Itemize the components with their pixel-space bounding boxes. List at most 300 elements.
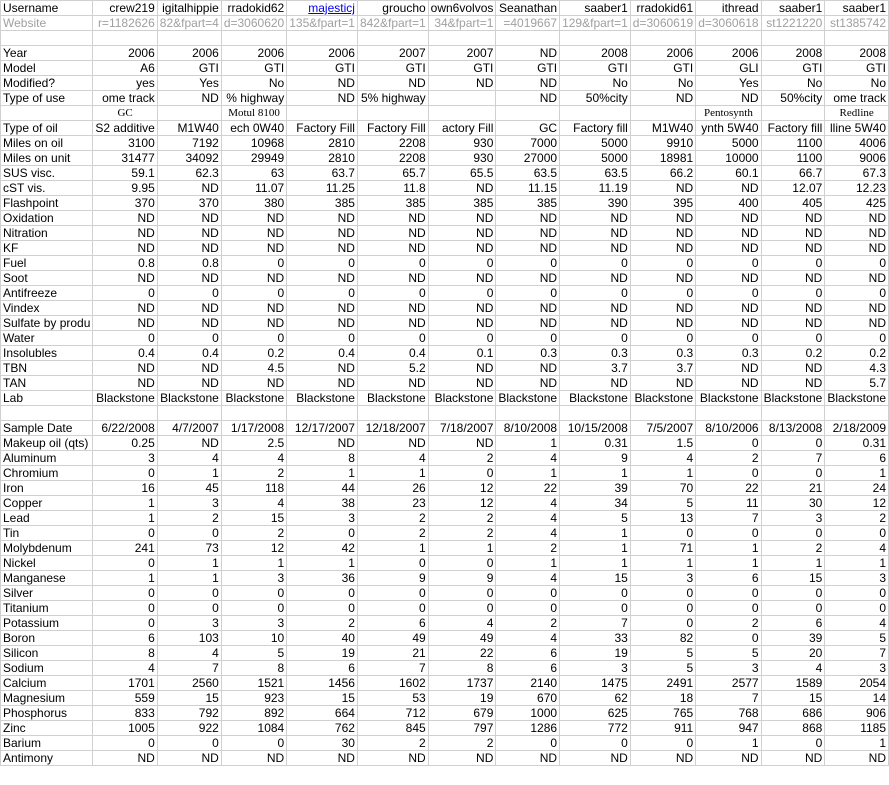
data-cell[interactable]: ND xyxy=(157,751,221,766)
data-cell[interactable]: 930 xyxy=(428,151,496,166)
data-cell[interactable]: GC xyxy=(93,106,157,121)
data-cell[interactable]: 0 xyxy=(93,616,157,631)
data-cell[interactable]: 9006 xyxy=(825,151,889,166)
data-cell[interactable]: 2/18/2009 xyxy=(825,421,889,436)
data-cell[interactable]: 2208 xyxy=(357,151,428,166)
data-cell[interactable]: 7 xyxy=(357,661,428,676)
data-cell[interactable]: ND xyxy=(761,211,825,226)
data-cell[interactable]: ND xyxy=(761,376,825,391)
data-cell[interactable]: ND xyxy=(157,211,221,226)
data-cell[interactable]: ND xyxy=(428,751,496,766)
data-cell[interactable]: 0 xyxy=(696,466,761,481)
data-cell[interactable]: 5% highway xyxy=(357,91,428,106)
data-cell[interactable]: 1 xyxy=(630,556,695,571)
data-cell[interactable]: 4 xyxy=(496,571,560,586)
data-cell[interactable]: 0 xyxy=(357,586,428,601)
data-cell[interactable] xyxy=(93,406,157,421)
data-cell[interactable]: 0 xyxy=(93,526,157,541)
data-cell[interactable] xyxy=(496,106,560,121)
data-cell[interactable]: ND xyxy=(630,376,695,391)
data-cell[interactable]: 1 xyxy=(696,541,761,556)
data-cell[interactable]: 18981 xyxy=(630,151,695,166)
data-cell[interactable]: ND xyxy=(287,751,358,766)
data-cell[interactable]: 4/7/2007 xyxy=(157,421,221,436)
data-cell[interactable]: ND xyxy=(825,241,889,256)
data-cell[interactable]: 5 xyxy=(630,661,695,676)
data-cell[interactable]: 1100 xyxy=(761,151,825,166)
data-cell[interactable]: 0 xyxy=(630,616,695,631)
data-cell[interactable]: ND xyxy=(696,301,761,316)
data-cell[interactable]: 395 xyxy=(630,196,695,211)
data-cell[interactable]: 0.25 xyxy=(93,436,157,451)
data-cell[interactable]: 2 xyxy=(496,616,560,631)
data-cell[interactable] xyxy=(93,31,157,46)
data-cell[interactable]: Blackstone xyxy=(221,391,286,406)
data-cell[interactable]: 60.1 xyxy=(696,166,761,181)
data-cell[interactable]: ND xyxy=(357,241,428,256)
data-cell[interactable]: 1 xyxy=(357,541,428,556)
data-cell[interactable]: 4 xyxy=(93,661,157,676)
data-cell[interactable]: 6/22/2008 xyxy=(93,421,157,436)
data-cell[interactable]: 2208 xyxy=(357,136,428,151)
data-cell[interactable]: 1 xyxy=(93,496,157,511)
data-cell[interactable]: 0 xyxy=(287,586,358,601)
data-cell[interactable]: A6 xyxy=(93,61,157,76)
data-cell[interactable]: GTI xyxy=(221,61,286,76)
data-cell[interactable]: 625 xyxy=(560,706,631,721)
data-cell[interactable]: ND xyxy=(630,226,695,241)
data-cell[interactable]: 892 xyxy=(221,706,286,721)
data-cell[interactable]: 3.7 xyxy=(630,361,695,376)
data-cell[interactable]: 0 xyxy=(825,256,889,271)
data-cell[interactable]: 4 xyxy=(496,451,560,466)
data-cell[interactable]: 49 xyxy=(357,631,428,646)
data-cell[interactable]: 12.07 xyxy=(761,181,825,196)
data-cell[interactable]: crew219 xyxy=(93,1,157,16)
data-cell[interactable]: ND xyxy=(428,226,496,241)
data-cell[interactable]: 1602 xyxy=(357,676,428,691)
data-cell[interactable]: ND xyxy=(560,301,631,316)
data-cell[interactable]: 19 xyxy=(287,646,358,661)
data-cell[interactable]: 772 xyxy=(560,721,631,736)
data-cell[interactable]: 3 xyxy=(630,571,695,586)
data-cell[interactable]: GTI xyxy=(287,61,358,76)
data-cell[interactable]: ND xyxy=(357,316,428,331)
data-cell[interactable]: 4 xyxy=(761,661,825,676)
data-cell[interactable]: ND xyxy=(428,241,496,256)
row-label-cell[interactable]: TAN xyxy=(1,376,93,391)
data-cell[interactable]: Factory Fill xyxy=(287,121,358,136)
data-cell[interactable]: 2810 xyxy=(287,151,358,166)
data-cell[interactable]: 2 xyxy=(761,541,825,556)
data-cell[interactable]: M1W40 xyxy=(157,121,221,136)
data-cell[interactable]: 11.15 xyxy=(496,181,560,196)
data-cell[interactable]: 2560 xyxy=(157,676,221,691)
data-cell[interactable] xyxy=(428,406,496,421)
data-cell[interactable]: 118 xyxy=(221,481,286,496)
data-cell[interactable]: 9 xyxy=(357,571,428,586)
data-cell[interactable]: ND xyxy=(157,361,221,376)
data-cell[interactable]: 0.8 xyxy=(157,256,221,271)
data-cell[interactable]: 1456 xyxy=(287,676,358,691)
data-cell[interactable]: 70 xyxy=(630,481,695,496)
data-cell[interactable]: 7 xyxy=(157,661,221,676)
data-cell[interactable]: st1385742 xyxy=(825,16,889,31)
data-cell[interactable]: 0.3 xyxy=(630,346,695,361)
data-cell[interactable]: 18 xyxy=(630,691,695,706)
data-cell[interactable]: Blackstone xyxy=(428,391,496,406)
data-cell[interactable]: 6 xyxy=(496,661,560,676)
data-cell[interactable]: 0 xyxy=(287,256,358,271)
data-cell[interactable]: 712 xyxy=(357,706,428,721)
data-cell[interactable]: 15 xyxy=(560,571,631,586)
data-cell[interactable]: 0 xyxy=(761,526,825,541)
row-label-cell[interactable]: Potassium xyxy=(1,616,93,631)
data-cell[interactable]: ND xyxy=(496,91,560,106)
data-cell[interactable]: 7/5/2007 xyxy=(630,421,695,436)
row-label-cell[interactable]: Miles on unit xyxy=(1,151,93,166)
data-cell[interactable]: 6 xyxy=(357,616,428,631)
data-cell[interactable]: 5.2 xyxy=(357,361,428,376)
row-label-cell[interactable]: Manganese xyxy=(1,571,93,586)
data-cell[interactable]: 0 xyxy=(357,331,428,346)
data-cell[interactable]: 0 xyxy=(93,331,157,346)
data-cell[interactable]: 34092 xyxy=(157,151,221,166)
data-cell[interactable]: ND xyxy=(357,301,428,316)
data-cell[interactable]: 63.5 xyxy=(560,166,631,181)
data-cell[interactable]: 16 xyxy=(93,481,157,496)
row-label-cell[interactable]: Molybdenum xyxy=(1,541,93,556)
data-cell[interactable]: 1 xyxy=(560,556,631,571)
data-cell[interactable]: 1 xyxy=(761,556,825,571)
row-label-cell[interactable]: Copper xyxy=(1,496,93,511)
row-label-cell[interactable]: Flashpoint xyxy=(1,196,93,211)
data-cell[interactable]: 50%city xyxy=(761,91,825,106)
data-cell[interactable]: 0.4 xyxy=(357,346,428,361)
data-cell[interactable]: 4 xyxy=(496,631,560,646)
data-cell[interactable] xyxy=(560,31,631,46)
data-cell[interactable]: Redline xyxy=(825,106,889,121)
data-cell[interactable]: 241 xyxy=(93,541,157,556)
data-cell[interactable]: 0.4 xyxy=(287,346,358,361)
data-cell[interactable]: ND xyxy=(287,226,358,241)
data-cell[interactable]: ND xyxy=(287,361,358,376)
data-cell[interactable]: 686 xyxy=(761,706,825,721)
data-cell[interactable]: 0 xyxy=(221,286,286,301)
data-cell[interactable]: 1 xyxy=(560,526,631,541)
data-cell[interactable]: 2 xyxy=(157,511,221,526)
data-cell[interactable]: ND xyxy=(761,361,825,376)
data-cell[interactable]: 2006 xyxy=(93,46,157,61)
data-cell[interactable]: d=3060620 xyxy=(221,16,286,31)
data-cell[interactable]: GLI xyxy=(696,61,761,76)
row-label-cell[interactable]: Water xyxy=(1,331,93,346)
row-label-cell[interactable]: Vindex xyxy=(1,301,93,316)
data-cell[interactable]: 2810 xyxy=(287,136,358,151)
data-cell[interactable]: ND xyxy=(496,241,560,256)
data-cell[interactable]: ND xyxy=(825,226,889,241)
row-label-cell[interactable] xyxy=(1,106,93,121)
data-cell[interactable]: ND xyxy=(287,271,358,286)
data-cell[interactable]: 0 xyxy=(221,256,286,271)
data-cell[interactable]: ND xyxy=(157,181,221,196)
data-cell[interactable]: 5000 xyxy=(560,151,631,166)
data-cell[interactable]: ND xyxy=(428,436,496,451)
data-cell[interactable]: 5.7 xyxy=(825,376,889,391)
data-cell[interactable]: 15 xyxy=(761,691,825,706)
data-cell[interactable]: ND xyxy=(428,181,496,196)
data-cell[interactable]: ND xyxy=(221,241,286,256)
data-cell[interactable]: 768 xyxy=(696,706,761,721)
data-cell[interactable]: 3100 xyxy=(93,136,157,151)
data-cell[interactable]: 0 xyxy=(157,736,221,751)
data-cell[interactable]: r=1182626 xyxy=(93,16,157,31)
data-cell[interactable]: 44 xyxy=(287,481,358,496)
data-cell[interactable]: 65.5 xyxy=(428,166,496,181)
data-cell[interactable]: 0.3 xyxy=(560,346,631,361)
data-cell[interactable]: 21 xyxy=(761,481,825,496)
data-cell[interactable]: 3 xyxy=(825,661,889,676)
data-cell[interactable]: 2 xyxy=(696,451,761,466)
data-cell[interactable]: 0 xyxy=(560,286,631,301)
data-cell[interactable]: 12/18/2007 xyxy=(357,421,428,436)
data-cell[interactable]: 2 xyxy=(428,511,496,526)
data-cell[interactable]: 2008 xyxy=(560,46,631,61)
data-cell[interactable]: 405 xyxy=(761,196,825,211)
row-label-cell[interactable]: Model xyxy=(1,61,93,76)
data-cell[interactable]: 13 xyxy=(630,511,695,526)
data-cell[interactable]: ND xyxy=(761,301,825,316)
data-cell[interactable]: 0 xyxy=(221,601,286,616)
data-cell[interactable]: ND xyxy=(93,376,157,391)
data-cell[interactable]: 66.7 xyxy=(761,166,825,181)
data-cell[interactable]: 71 xyxy=(630,541,695,556)
data-cell[interactable]: 0 xyxy=(560,586,631,601)
data-cell[interactable]: 0 xyxy=(93,586,157,601)
data-cell[interactable]: Blackstone xyxy=(761,391,825,406)
data-cell[interactable]: ND xyxy=(221,226,286,241)
data-cell[interactable]: 1 xyxy=(93,511,157,526)
username-link[interactable]: majesticj xyxy=(287,1,358,16)
data-cell[interactable]: ND xyxy=(630,241,695,256)
data-cell[interactable]: ND xyxy=(560,271,631,286)
data-cell[interactable]: ND xyxy=(761,316,825,331)
row-label-cell[interactable]: Modified? xyxy=(1,76,93,91)
data-cell[interactable]: yes xyxy=(93,76,157,91)
data-cell[interactable]: ND xyxy=(357,76,428,91)
data-cell[interactable]: ND xyxy=(287,301,358,316)
data-cell[interactable]: 0 xyxy=(428,256,496,271)
data-cell[interactable]: ND xyxy=(560,316,631,331)
data-cell[interactable]: 0 xyxy=(93,286,157,301)
data-cell[interactable]: rradokid61 xyxy=(630,1,695,16)
data-cell[interactable]: 2008 xyxy=(761,46,825,61)
data-cell[interactable]: 1/17/2008 xyxy=(221,421,286,436)
data-cell[interactable]: 2 xyxy=(221,526,286,541)
data-cell[interactable]: 0 xyxy=(93,556,157,571)
data-cell[interactable]: S2 additive xyxy=(93,121,157,136)
data-cell[interactable]: 33 xyxy=(560,631,631,646)
row-label-cell[interactable]: Nickel xyxy=(1,556,93,571)
data-cell[interactable] xyxy=(560,106,631,121)
data-cell[interactable]: 45 xyxy=(157,481,221,496)
data-cell[interactable]: Blackstone xyxy=(287,391,358,406)
data-cell[interactable]: 679 xyxy=(428,706,496,721)
data-cell[interactable]: 82 xyxy=(630,631,695,646)
data-cell[interactable]: groucho xyxy=(357,1,428,16)
data-cell[interactable]: ND xyxy=(93,211,157,226)
data-cell[interactable]: 4 xyxy=(221,451,286,466)
row-label-cell[interactable]: Oxidation xyxy=(1,211,93,226)
data-cell[interactable]: 62 xyxy=(560,691,631,706)
data-cell[interactable]: d=3060619 xyxy=(630,16,695,31)
data-cell[interactable]: 6 xyxy=(696,571,761,586)
data-cell[interactable]: 1 xyxy=(428,541,496,556)
data-cell[interactable]: 0.3 xyxy=(496,346,560,361)
data-cell[interactable]: 4 xyxy=(357,451,428,466)
data-cell[interactable]: No xyxy=(560,76,631,91)
data-cell[interactable]: 0.2 xyxy=(221,346,286,361)
data-cell[interactable]: 8 xyxy=(93,646,157,661)
data-cell[interactable]: 0 xyxy=(428,601,496,616)
data-cell[interactable]: 5 xyxy=(630,496,695,511)
data-cell[interactable]: 2 xyxy=(287,616,358,631)
data-cell[interactable] xyxy=(287,106,358,121)
data-cell[interactable]: Motul 8100 xyxy=(221,106,286,121)
data-cell[interactable]: ND xyxy=(157,271,221,286)
data-cell[interactable] xyxy=(761,31,825,46)
row-label-cell[interactable]: KF xyxy=(1,241,93,256)
data-cell[interactable]: ome track xyxy=(825,91,889,106)
data-cell[interactable]: 6 xyxy=(761,616,825,631)
data-cell[interactable]: 2 xyxy=(428,451,496,466)
data-cell[interactable]: saaber1 xyxy=(825,1,889,16)
data-cell[interactable]: 6 xyxy=(825,451,889,466)
data-cell[interactable]: 2006 xyxy=(630,46,695,61)
data-cell[interactable]: 3 xyxy=(221,571,286,586)
data-cell[interactable]: No xyxy=(221,76,286,91)
data-cell[interactable]: 0 xyxy=(496,586,560,601)
row-label-cell[interactable]: Type of use xyxy=(1,91,93,106)
data-cell[interactable]: 2006 xyxy=(696,46,761,61)
data-cell[interactable]: 1 xyxy=(157,571,221,586)
data-cell[interactable]: ND xyxy=(157,301,221,316)
data-cell[interactable]: 129&fpart=1 xyxy=(560,16,631,31)
data-cell[interactable]: ND xyxy=(157,91,221,106)
data-cell[interactable]: GTI xyxy=(630,61,695,76)
data-cell[interactable]: 0 xyxy=(630,286,695,301)
data-cell[interactable]: 0 xyxy=(560,331,631,346)
data-cell[interactable]: ech 0W40 xyxy=(221,121,286,136)
data-cell[interactable]: 1 xyxy=(560,466,631,481)
data-cell[interactable]: 6 xyxy=(496,646,560,661)
data-cell[interactable] xyxy=(496,406,560,421)
data-cell[interactable]: 15 xyxy=(221,511,286,526)
data-cell[interactable]: 0 xyxy=(221,736,286,751)
data-cell[interactable]: 385 xyxy=(287,196,358,211)
data-cell[interactable]: 1589 xyxy=(761,676,825,691)
data-cell[interactable]: ND xyxy=(696,751,761,766)
data-cell[interactable]: 3 xyxy=(221,616,286,631)
data-cell[interactable]: 53 xyxy=(357,691,428,706)
data-cell[interactable] xyxy=(696,31,761,46)
data-cell[interactable]: 385 xyxy=(496,196,560,211)
data-cell[interactable]: 4 xyxy=(825,616,889,631)
data-cell[interactable]: 1 xyxy=(560,541,631,556)
data-cell[interactable]: ND xyxy=(93,361,157,376)
data-cell[interactable]: 65.7 xyxy=(357,166,428,181)
data-cell[interactable]: 385 xyxy=(357,196,428,211)
data-cell[interactable]: 135&fpart=1 xyxy=(287,16,358,31)
data-cell[interactable]: Blackstone xyxy=(560,391,631,406)
data-cell[interactable]: 12 xyxy=(825,496,889,511)
data-cell[interactable]: 8/10/2006 xyxy=(696,421,761,436)
data-cell[interactable]: 40 xyxy=(287,631,358,646)
data-cell[interactable]: 4006 xyxy=(825,136,889,151)
data-cell[interactable]: 12 xyxy=(428,496,496,511)
row-label-cell[interactable]: Year xyxy=(1,46,93,61)
data-cell[interactable]: 11.8 xyxy=(357,181,428,196)
data-cell[interactable]: 0 xyxy=(630,256,695,271)
data-cell[interactable]: 792 xyxy=(157,706,221,721)
data-cell[interactable]: 0 xyxy=(761,466,825,481)
data-cell[interactable]: 5 xyxy=(221,646,286,661)
data-cell[interactable]: 1 xyxy=(696,556,761,571)
data-cell[interactable]: 0 xyxy=(825,586,889,601)
data-cell[interactable]: 0 xyxy=(630,736,695,751)
data-cell[interactable]: ND xyxy=(428,76,496,91)
data-cell[interactable]: 2 xyxy=(357,526,428,541)
row-label-cell[interactable]: Type of oil xyxy=(1,121,93,136)
data-cell[interactable]: ND xyxy=(496,361,560,376)
data-cell[interactable] xyxy=(428,31,496,46)
data-cell[interactable] xyxy=(761,406,825,421)
data-cell[interactable]: 0 xyxy=(496,736,560,751)
data-cell[interactable]: 0 xyxy=(761,256,825,271)
data-cell[interactable]: ND xyxy=(287,241,358,256)
data-cell[interactable]: 49 xyxy=(428,631,496,646)
data-cell[interactable]: 5 xyxy=(696,646,761,661)
data-cell[interactable]: 1286 xyxy=(496,721,560,736)
data-cell[interactable]: 0 xyxy=(428,466,496,481)
row-label-cell[interactable]: Tin xyxy=(1,526,93,541)
data-cell[interactable]: Factory Fill xyxy=(357,121,428,136)
data-cell[interactable]: ND xyxy=(560,211,631,226)
data-cell[interactable]: ND xyxy=(630,271,695,286)
data-cell[interactable] xyxy=(761,106,825,121)
data-cell[interactable]: 0 xyxy=(630,526,695,541)
data-cell[interactable]: 3 xyxy=(560,661,631,676)
row-label-cell[interactable]: Insolubles xyxy=(1,346,93,361)
data-cell[interactable]: GTI xyxy=(761,61,825,76)
data-cell[interactable]: ND xyxy=(221,211,286,226)
data-cell[interactable]: ND xyxy=(93,226,157,241)
data-cell[interactable]: ND xyxy=(630,301,695,316)
data-cell[interactable]: 34 xyxy=(560,496,631,511)
data-cell[interactable]: 2006 xyxy=(157,46,221,61)
data-cell[interactable]: 0 xyxy=(825,526,889,541)
data-cell[interactable]: 2.5 xyxy=(221,436,286,451)
data-cell[interactable]: 0 xyxy=(357,256,428,271)
row-label-cell[interactable]: Chromium xyxy=(1,466,93,481)
data-cell[interactable]: 4 xyxy=(496,511,560,526)
data-cell[interactable]: 3 xyxy=(696,661,761,676)
data-cell[interactable]: ND xyxy=(357,226,428,241)
data-cell[interactable]: 22 xyxy=(428,646,496,661)
data-cell[interactable]: 8/10/2008 xyxy=(496,421,560,436)
data-cell[interactable]: 1 xyxy=(357,466,428,481)
row-label-cell[interactable]: TBN xyxy=(1,361,93,376)
